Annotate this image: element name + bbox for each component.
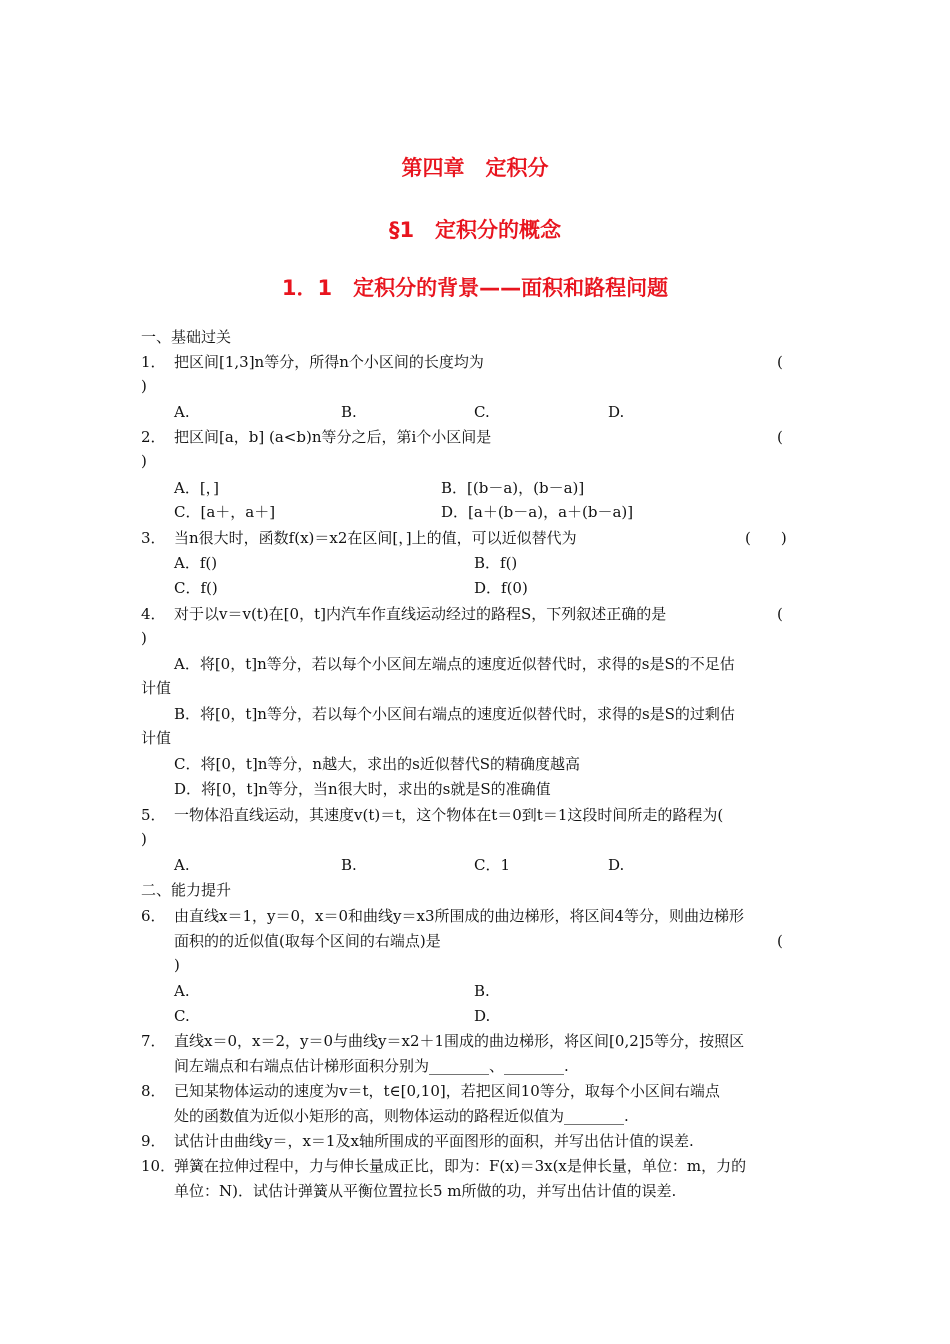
answer-paren-open: ( — [777, 353, 783, 371]
question-text-line1: 弹簧在拉伸过程中，力与伸长量成正比，即为：F(x)＝3x(x是伸长量，单位：m，力的 — [174, 1157, 747, 1175]
answer-paren: ( ) — [745, 529, 787, 547]
option-c: C．将[0，t]n等分，n越大，求出的s近似替代S的精确度越高 — [174, 755, 581, 773]
option-c: C．1 — [474, 856, 511, 874]
option-b-line2: 计值 — [141, 729, 172, 747]
question-number: 3． — [141, 529, 166, 547]
answer-paren-close: ) — [141, 377, 147, 395]
option-c: C. — [474, 403, 490, 421]
question-number: 8． — [141, 1082, 166, 1100]
question-number: 9． — [141, 1132, 166, 1150]
option-d: D. — [608, 403, 625, 421]
question-number: 7． — [141, 1032, 166, 1050]
section-title: §1 定积分的概念 — [388, 218, 562, 242]
option-b: B．[(b－a)，(b－a)] — [441, 479, 585, 497]
answer-paren-open: ( — [777, 605, 783, 623]
question-text-line2: 处的函数值为近似小矩形的高，则物体运动的路程近似值为________. — [174, 1107, 629, 1125]
option-d: D. — [474, 1007, 491, 1025]
option-b: B. — [474, 982, 490, 1000]
question-text: 试估计由曲线y＝，x＝1及x轴所围成的平面图形的面积，并写出估计值的误差. — [174, 1132, 694, 1150]
question-text-line2: 间左端点和右端点估计梯形面积分别为________、________. — [174, 1057, 569, 1075]
option-b: B. — [341, 403, 357, 421]
answer-paren-close: ) — [174, 956, 180, 974]
option-b: B．f() — [474, 554, 518, 572]
option-b: B. — [341, 856, 357, 874]
question-text-line1: 已知某物体运动的速度为v＝t，t∈[0,10]，若把区间10等分，取每个小区间右端点 — [174, 1082, 720, 1100]
option-c: C. — [174, 1007, 190, 1025]
option-a: A．[，] — [174, 479, 220, 497]
option-d: D．f(0) — [474, 579, 528, 597]
question-text: 对于以v＝v(t)在[0，t]内汽车作直线运动经过的路程S，下列叙述正确的是 — [174, 605, 667, 623]
question-number: 1． — [141, 353, 166, 371]
chapter-title: 第四章 定积分 — [401, 156, 549, 180]
question-text-line2: 面积的的近似值(取每个区间的右端点)是 — [174, 932, 441, 950]
subsection-title: 1．1 定积分的背景——面积和路程问题 — [281, 276, 669, 300]
question-number: 10． — [141, 1157, 176, 1175]
question-text-line2: 单位：N)．试估计弹簧从平衡位置拉长5 m所做的功，并写出估计值的误差. — [174, 1182, 677, 1200]
option-a-line2: 计值 — [141, 679, 172, 697]
question-number: 6． — [141, 907, 166, 925]
option-b-line1: B．将[0，t]n等分，若以每个小区间右端点的速度近似替代时，求得的s是S的过剩估 — [174, 705, 735, 723]
question-text: 当n很大时，函数f(x)＝x2在区间[，]上的值，可以近似替代为 — [174, 529, 577, 547]
option-c: C．f() — [174, 579, 218, 597]
answer-paren-close: ) — [141, 452, 147, 470]
answer-paren-close: ) — [141, 629, 147, 647]
option-a-line1: A．将[0，t]n等分，若以每个小区间左端点的速度近似替代时，求得的s是S的不足估 — [174, 655, 735, 673]
option-d: D. — [608, 856, 625, 874]
option-a: A．f() — [174, 554, 218, 572]
question-number: 4． — [141, 605, 166, 623]
option-a: A. — [174, 403, 190, 421]
question-text-line1: 直线x＝0，x＝2，y＝0与曲线y＝x2＋1围成的曲边梯形，将区间[0,2]5等分，按照区 — [174, 1032, 745, 1050]
part2-heading: 二、能力提升 — [141, 881, 232, 899]
option-c: C．[a＋，a＋] — [174, 503, 276, 521]
option-a: A. — [174, 982, 190, 1000]
question-text: 把区间[a，b] (a<b)n等分之后，第i个小区间是 — [174, 428, 492, 446]
answer-paren-open: ( — [777, 932, 783, 950]
part1-heading: 一、基础过关 — [141, 328, 232, 346]
question-text-line1: 由直线x＝1，y＝0，x＝0和曲线y＝x3所围成的曲边梯形，将区间4等分，则曲边梯形 — [174, 907, 745, 925]
option-a: A. — [174, 856, 190, 874]
answer-paren-close: ) — [141, 830, 147, 848]
question-text: 把区间[1,3]n等分，所得n个小区间的长度均为 — [174, 353, 484, 371]
answer-paren-open: ( — [777, 428, 783, 446]
option-d: D．[a＋(b－a)，a＋(b－a)] — [441, 503, 634, 521]
option-d: D．将[0，t]n等分，当n很大时，求出的s就是S的准确值 — [174, 780, 551, 798]
question-text: 一物体沿直线运动，其速度v(t)＝t，这个物体在t＝0到t＝1这段时间所走的路程为( — [174, 806, 724, 824]
question-number: 5． — [141, 806, 166, 824]
question-number: 2． — [141, 428, 166, 446]
